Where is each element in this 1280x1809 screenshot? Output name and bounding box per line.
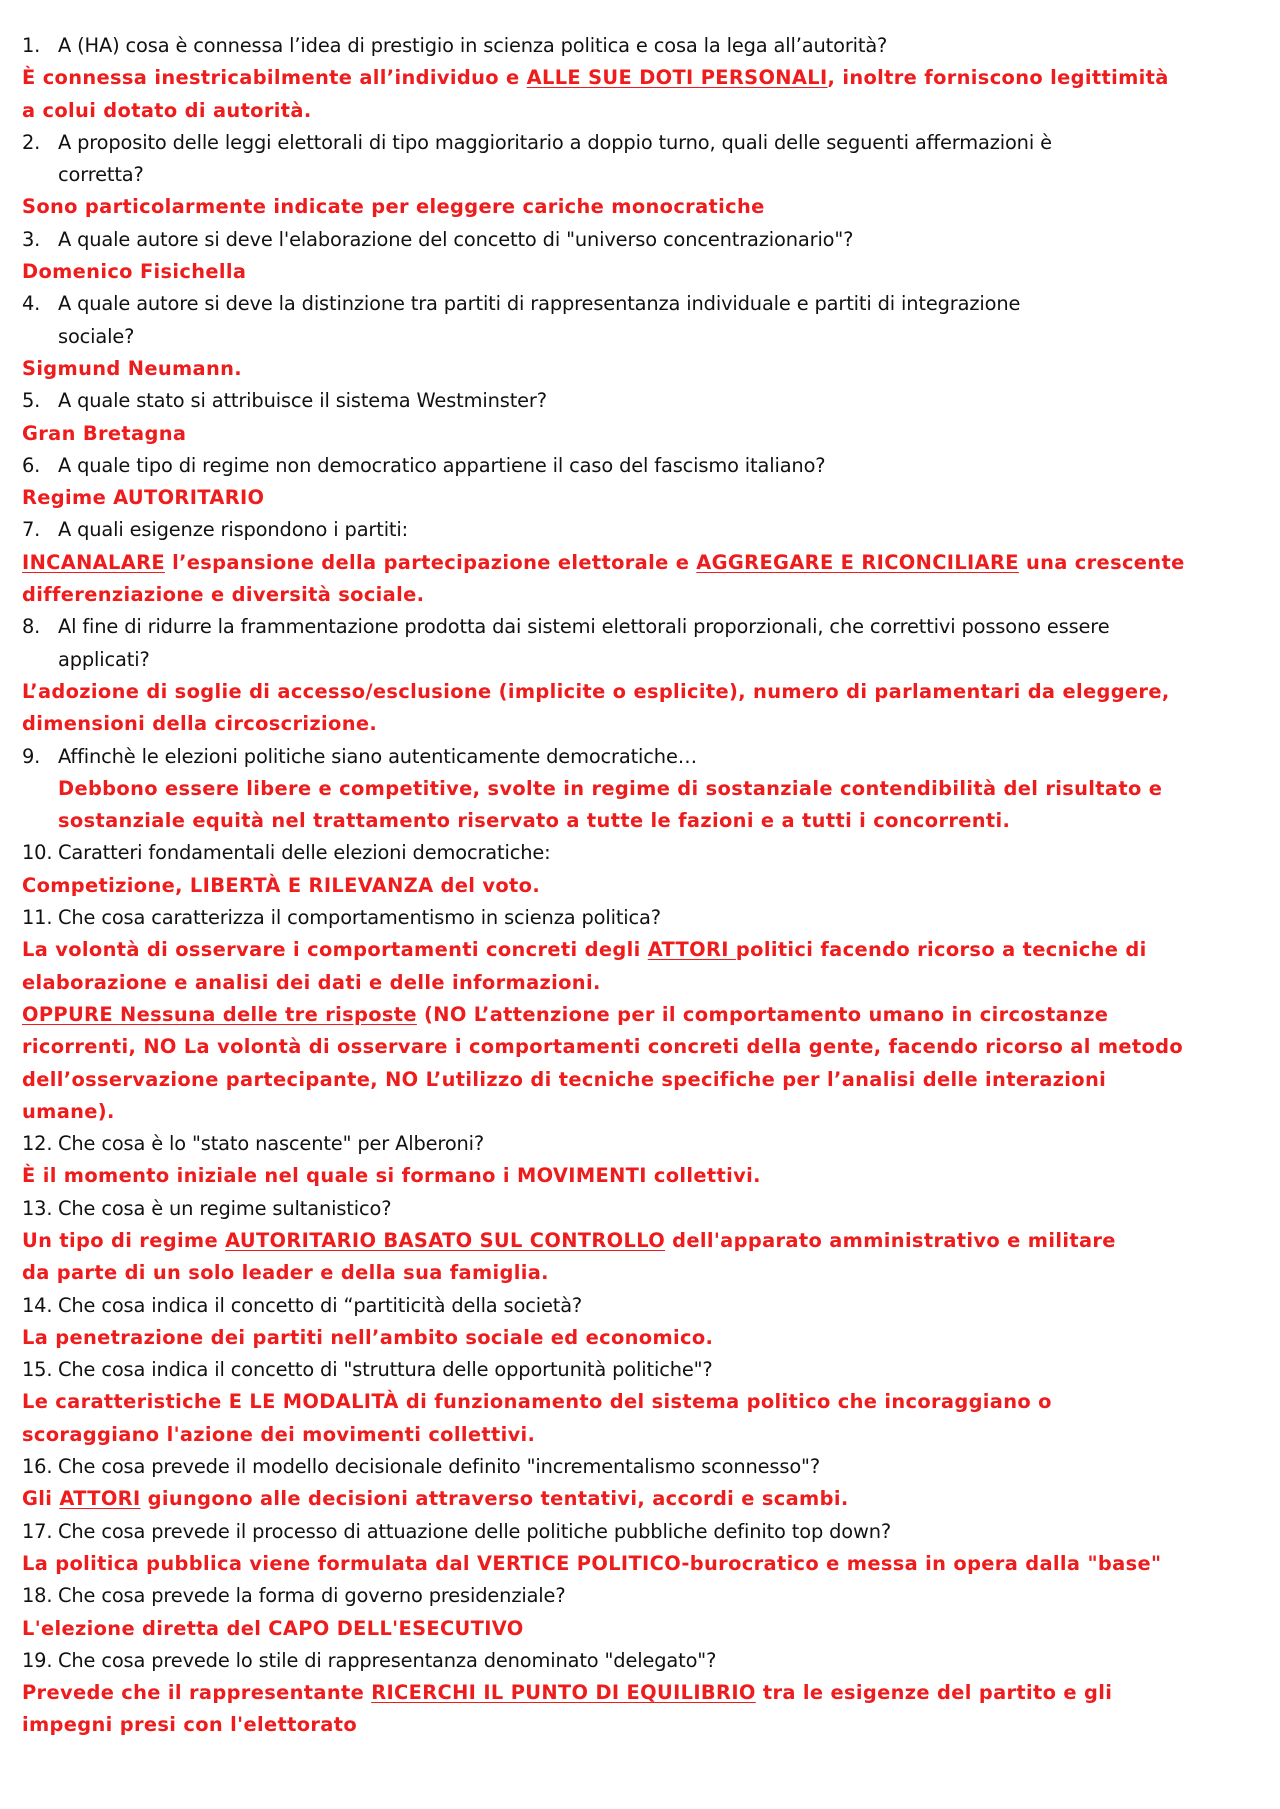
question-number: 9. — [22, 744, 41, 768]
question-number: 7. — [22, 518, 41, 542]
answer-emphasis: ATTORI — [59, 1487, 141, 1511]
answer-text: politici facendo ricorso a tecniche di — [735, 938, 1147, 962]
answer-line — [22, 1483, 1267, 1515]
question-number: 10. — [22, 841, 53, 865]
question-text: Al fine di ridurre la frammentazione prodotta dai sistemi elettorali proporzionali, che correttivi possono essere — [58, 615, 1110, 639]
answer-text: a colui dotato di autorità. — [22, 98, 312, 122]
question-text: Che cosa è un regime sultanistico? — [58, 1196, 392, 1220]
question-text: Affinchè le elezioni politiche siano autenticamente democratiche… — [58, 744, 697, 768]
answer-text: La penetrazione dei partiti nell’ambito sociale ed economico. — [22, 1325, 714, 1349]
answer-line — [22, 1096, 1267, 1128]
question-block — [22, 837, 1267, 902]
answer-text: Sigmund Neumann. — [22, 356, 242, 380]
question-text: Che cosa indica il concetto di “partiticità della società? — [58, 1293, 583, 1317]
answer-text: differenziazione e diversità sociale. — [22, 583, 425, 607]
question-line — [22, 159, 1267, 191]
answer-line — [22, 1064, 1267, 1096]
question-block — [22, 1451, 1267, 1516]
question-line — [22, 385, 1267, 417]
answer-text: dimensioni della circoscrizione. — [22, 712, 378, 736]
question-text: corretta? — [58, 163, 144, 187]
answer-line — [22, 708, 1267, 740]
answer-text: La volontà di osservare i comportamenti concreti degli — [22, 938, 648, 962]
question-text: A quale stato si attribuisce il sistema Westminster? — [58, 389, 547, 413]
answer-line — [22, 870, 1267, 902]
answer-text: Le caratteristiche E LE MODALITÀ di funzionamento del sistema politico che incoraggiano o — [22, 1390, 1052, 1414]
question-number: 4. — [22, 292, 41, 316]
question-block — [22, 1580, 1267, 1645]
question-block — [22, 1290, 1267, 1355]
answer-line — [22, 547, 1267, 579]
question-line — [22, 1128, 1267, 1160]
question-line — [22, 224, 1267, 256]
answer-emphasis: INCANALARE — [22, 550, 165, 574]
question-text: Che cosa è lo "stato nascente" per Alberoni? — [58, 1132, 485, 1156]
answer-text: sostanziale equità nel trattamento riservato a tutte le fazioni e a tutti i concorrenti. — [58, 809, 1011, 833]
question-line — [22, 644, 1267, 676]
question-text: Che cosa prevede il modello decisionale definito "incrementalismo sconnesso"? — [58, 1455, 820, 1479]
question-line — [22, 1645, 1267, 1677]
answer-text: Gli — [22, 1487, 60, 1511]
question-text: Caratteri fondamentali delle elezioni democratiche: — [58, 841, 551, 865]
answer-line — [22, 1677, 1267, 1709]
answer-text: (NO L’attenzione per il comportamento umano in circostanze — [416, 1002, 1109, 1026]
answer-line — [22, 676, 1267, 708]
answer-emphasis: OPPURE Nessuna delle tre risposte — [22, 1002, 417, 1026]
answer-line — [22, 1322, 1267, 1354]
answer-emphasis: ATTORI — [647, 938, 736, 962]
question-line — [22, 127, 1267, 159]
question-text: Che cosa prevede lo stile di rappresentanza denominato "delegato"? — [58, 1648, 717, 1672]
answer-text: , inoltre forniscono legittimità — [827, 66, 1169, 90]
answer-text: Sono particolarmente indicate per eleggere cariche monocratiche — [22, 195, 765, 219]
answer-line — [22, 1709, 1267, 1741]
question-text: applicati? — [58, 647, 150, 671]
question-text: A (HA) cosa è connessa l’idea di prestigio in scienza politica e cosa la lega all’autorità? — [58, 34, 888, 57]
question-line — [22, 1193, 1267, 1225]
question-number: 14. — [22, 1293, 53, 1317]
answer-emphasis: RICERCHI IL PUNTO DI EQUILIBRIO — [371, 1681, 756, 1705]
answer-line — [22, 805, 1267, 837]
answer-line — [22, 191, 1267, 223]
question-line — [22, 30, 1267, 62]
answer-line — [22, 482, 1267, 514]
question-text: Che cosa indica il concetto di "struttura delle opportunità politiche"? — [58, 1358, 713, 1382]
answer-text: Prevede che il rappresentante — [22, 1681, 372, 1705]
answer-line — [22, 62, 1267, 94]
answer-line — [22, 1257, 1267, 1289]
question-line — [22, 741, 1267, 773]
answer-text: Competizione, LIBERTÀ E RILEVANZA del voto. — [22, 873, 541, 897]
answer-text: Debbono essere libere e competitive, svolte in regime di sostanziale contendibilità del risultato e — [58, 776, 1163, 800]
answer-text: scoraggiano l'azione dei movimenti collettivi. — [22, 1422, 536, 1446]
question-number: 17. — [22, 1519, 53, 1543]
question-number: 2. — [22, 130, 41, 154]
answer-line — [22, 1613, 1267, 1645]
question-number: 12. — [22, 1132, 53, 1156]
question-block — [22, 1645, 1267, 1742]
answer-text: Domenico Fisichella — [22, 260, 247, 284]
answer-line — [22, 1225, 1267, 1257]
answer-line — [22, 773, 1267, 805]
answer-text: dell’osservazione partecipante, NO L’utilizzo di tecniche specifiche per l’analisi delle interazioni — [22, 1067, 1107, 1091]
answer-emphasis: AGGREGARE E RICONCILIARE — [696, 550, 1019, 574]
answer-text: La politica pubblica viene formulata dal VERTICE POLITICO-burocratico e messa in opera dalla "base" — [22, 1551, 1162, 1575]
question-line — [22, 837, 1267, 869]
question-number: 3. — [22, 227, 41, 251]
answer-line — [22, 1419, 1267, 1451]
question-number: 18. — [22, 1584, 53, 1608]
question-block — [22, 611, 1267, 740]
question-text: A quale autore si deve l'elaborazione del concetto di "universo concentrazionario"? — [58, 227, 854, 251]
answer-text: da parte di un solo leader e della sua famiglia. — [22, 1261, 549, 1285]
answer-text: L'elezione diretta del CAPO DELL'ESECUTIVO — [22, 1616, 524, 1640]
answer-text: È il momento iniziale nel quale si formano i MOVIMENTI collettivi. — [22, 1164, 761, 1188]
question-text: A quale tipo di regime non democratico appartiene il caso del fascismo italiano? — [58, 453, 826, 477]
question-number: 13. — [22, 1196, 53, 1220]
answer-line — [22, 353, 1267, 385]
question-block — [22, 1516, 1267, 1581]
question-line — [22, 611, 1267, 643]
answer-emphasis: ALLE SUE DOTI PERSONALI — [526, 66, 828, 90]
question-number: 1. — [22, 34, 41, 57]
question-text: Che cosa prevede la forma di governo presidenziale? — [58, 1584, 566, 1608]
question-line — [22, 514, 1267, 546]
answer-text: dell'apparato amministrativo e militare — [665, 1228, 1116, 1252]
question-block — [22, 1128, 1267, 1193]
question-block — [22, 1193, 1267, 1290]
question-line — [22, 288, 1267, 320]
answer-line — [22, 95, 1267, 127]
question-line — [22, 1354, 1267, 1386]
answer-text: impegni presi con l'elettorato — [22, 1713, 357, 1737]
question-line — [22, 321, 1267, 353]
question-line — [22, 1580, 1267, 1612]
answer-line — [22, 1031, 1267, 1063]
answer-line — [22, 934, 1267, 966]
question-line — [22, 1451, 1267, 1483]
answer-text: l’espansione della partecipazione elettorale e — [164, 550, 697, 574]
answer-text: ricorrenti, NO La volontà di osservare i comportamenti concreti della gente, facendo ricorso al metodo — [22, 1035, 1184, 1059]
answer-text: tra le esigenze del partito e gli — [755, 1681, 1113, 1705]
question-number: 11. — [22, 906, 53, 930]
question-number: 19. — [22, 1648, 53, 1672]
answer-text: elaborazione e analisi dei dati e delle informazioni. — [22, 970, 601, 994]
answer-text: È connessa inestricabilmente all’individuo e — [22, 66, 527, 90]
answer-line — [22, 967, 1267, 999]
question-block — [22, 288, 1267, 385]
question-list — [22, 30, 1267, 1742]
question-line — [22, 1290, 1267, 1322]
question-block — [22, 385, 1267, 450]
question-block — [22, 741, 1267, 838]
answer-line — [22, 999, 1267, 1031]
question-text: Che cosa caratterizza il comportamentismo in scienza politica? — [58, 906, 661, 930]
question-block — [22, 514, 1267, 611]
answer-line — [22, 256, 1267, 288]
question-block — [22, 450, 1267, 515]
question-block — [22, 902, 1267, 1128]
question-block — [22, 30, 1267, 127]
answer-text: Un tipo di regime — [22, 1228, 226, 1252]
answer-text: Gran Bretagna — [22, 421, 187, 445]
answer-line — [22, 1548, 1267, 1580]
question-text: A quali esigenze rispondono i partiti: — [58, 518, 409, 542]
answer-line — [22, 1160, 1267, 1192]
answer-text: giungono alle decisioni attraverso tentativi, accordi e scambi. — [140, 1487, 849, 1511]
question-number: 8. — [22, 615, 41, 639]
question-block — [22, 127, 1267, 224]
answer-text: umane). — [22, 1099, 115, 1123]
question-text: A quale autore si deve la distinzione tra partiti di rappresentanza individuale e partiti di integrazione — [58, 292, 1021, 316]
question-number: 16. — [22, 1455, 53, 1479]
question-number: 5. — [22, 389, 41, 413]
question-block — [22, 224, 1267, 289]
question-block — [22, 1354, 1267, 1451]
answer-emphasis: AUTORITARIO BASATO SUL CONTROLLO — [225, 1228, 666, 1252]
answer-line — [22, 1386, 1267, 1418]
answer-line — [22, 418, 1267, 450]
answer-line — [22, 579, 1267, 611]
answer-text: L’adozione di soglie di accesso/esclusione (implicite o esplicite), numero di parlamentari da eleggere, — [22, 679, 1170, 703]
question-line — [22, 1516, 1267, 1548]
question-line — [22, 450, 1267, 482]
answer-text: Regime AUTORITARIO — [22, 486, 265, 510]
question-text: sociale? — [58, 324, 135, 348]
answer-text: una crescente — [1018, 550, 1185, 574]
question-line — [22, 902, 1267, 934]
question-text: A proposito delle leggi elettorali di tipo maggioritario a doppio turno, quali delle seguenti affermazioni è — [58, 130, 1052, 154]
question-number: 6. — [22, 453, 41, 477]
question-number: 15. — [22, 1358, 53, 1382]
question-text: Che cosa prevede il processo di attuazione delle politiche pubbliche definito top down? — [58, 1519, 891, 1543]
